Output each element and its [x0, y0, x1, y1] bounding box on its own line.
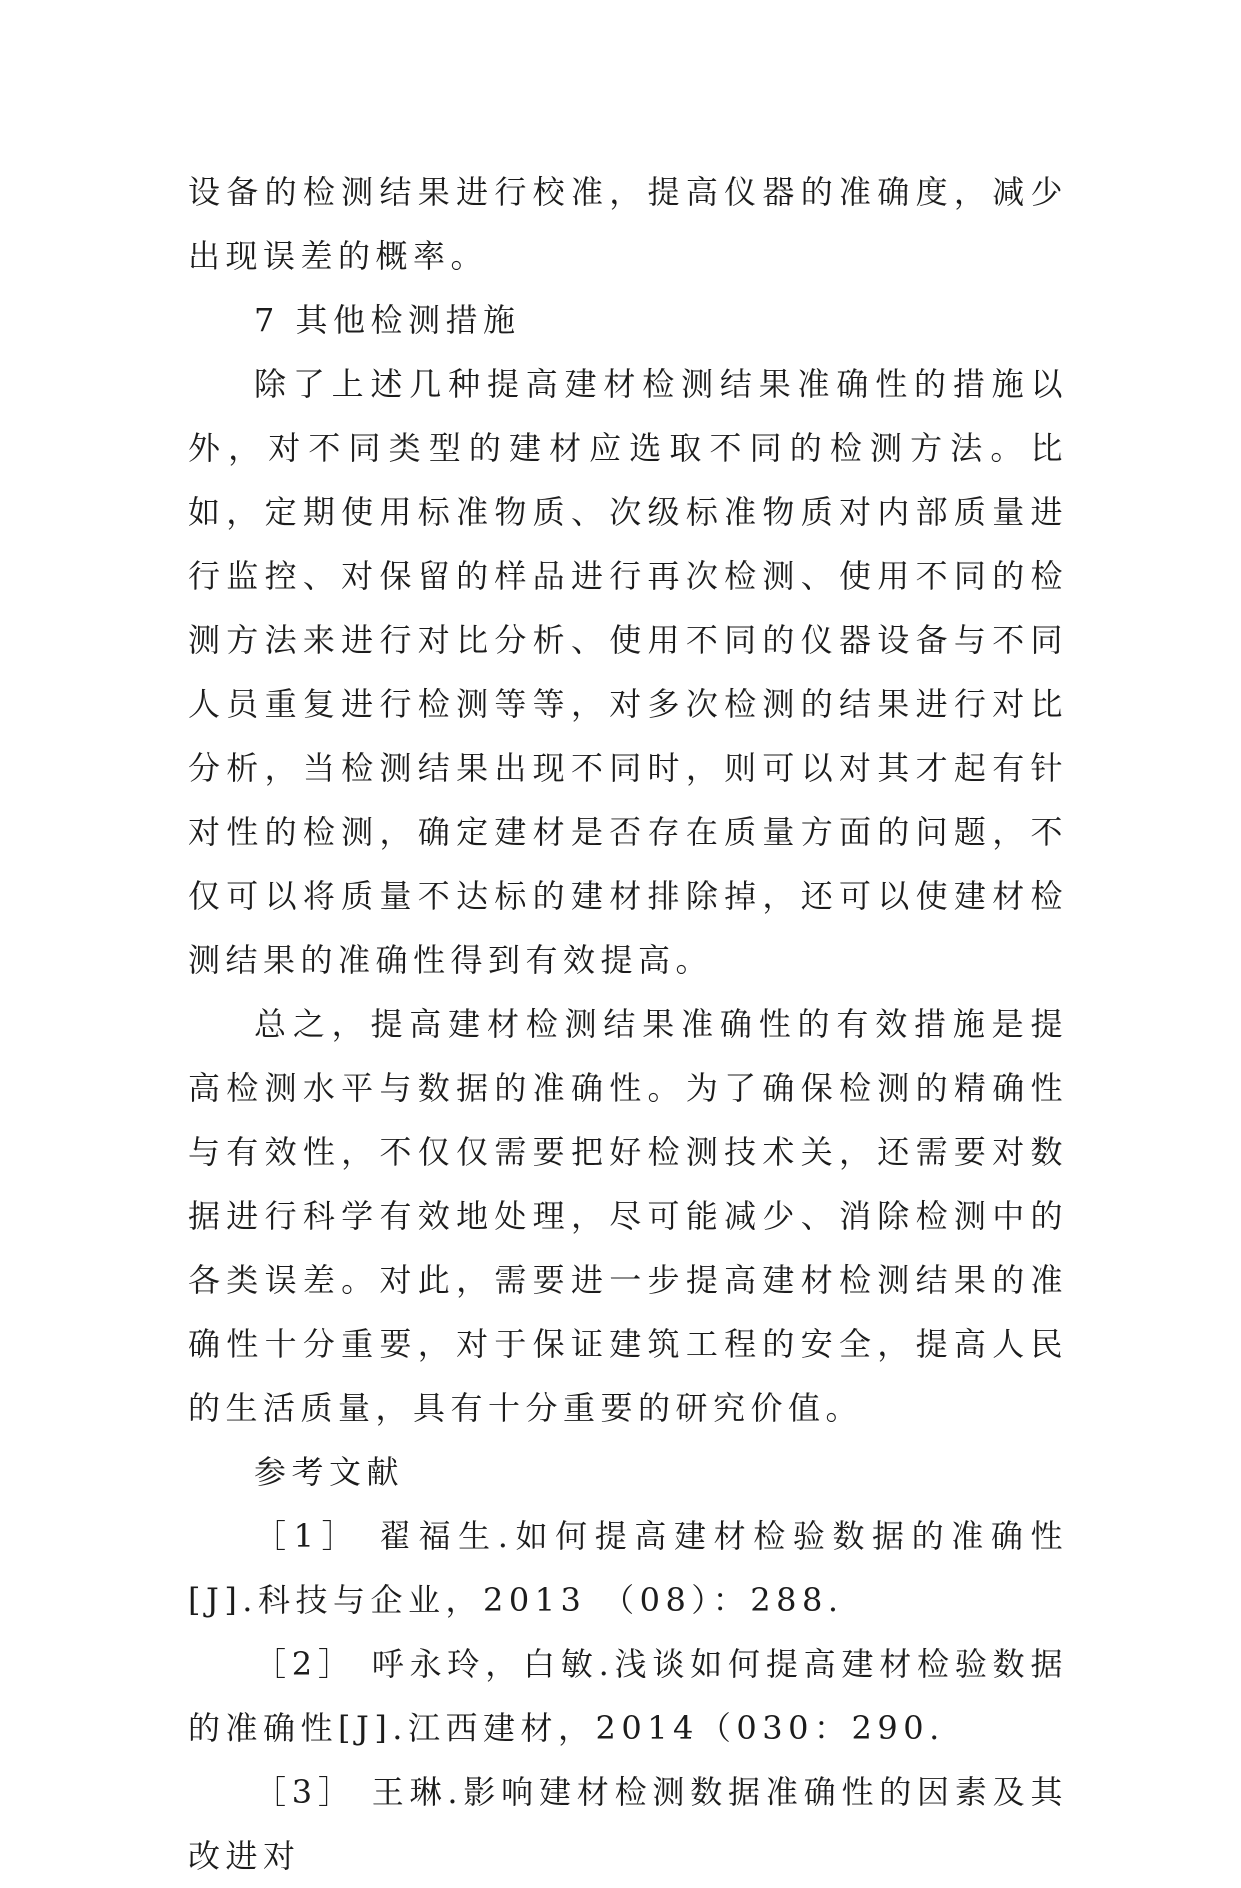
reference-list — [188, 1504, 1068, 1888]
document-body — [188, 160, 1068, 1888]
references-heading: 参考文献 — [254, 1453, 405, 1491]
reference-item: ［1］ 翟福生.如何提高建材检验数据的准确性[J].科技与企业，2013 （08）：288. — [188, 1517, 1068, 1619]
section-heading: 7 其他检测措施 — [254, 301, 521, 339]
conclusion-paragraph: 总之，提高建材检测结果准确性的有效措施是提高检测水平与数据的准确性。为了确保检测的精确性与有效性，不仅仅需要把好检测技术关，还需要对数据进行科学有效地处理，尽可能减少、消除检测中的各类误差。对此，需要进一步提高建材检测结果的准确性十分重要，对于保证建筑工程的安全，提高人民的生活质量，具有十分重要的研究价值。 — [188, 1005, 1068, 1427]
continuation-paragraph: 设备的检测结果进行校准，提高仪器的准确度，减少出现误差的概率。 — [188, 173, 1068, 275]
reference-item: ［3］ 王琳.影响建材检测数据准确性的因素及其改进对 — [188, 1773, 1068, 1875]
other-measures-paragraph: 除了上述几种提高建材检测结果准确性的措施以外，对不同类型的建材应选取不同的检测方法。比如，定期使用标准物质、次级标准物质对内部质量进行监控、对保留的样品进行再次检测、使用不同的检测方法来进行对比分析、使用不同的仪器设备与不同人员重复进行检测等等，对多次检测的结果进行对比分析，当检测结果出现不同时，则可以对其才起有针对性的检测，确定建材是否存在质量方面的问题，不仅可以将质量不达标的建材排除掉，还可以使建材检测结果的准确性得到有效提高。 — [188, 365, 1068, 979]
reference-item: ［2］ 呼永玲，白敏.浅谈如何提高建材检验数据的准确性[J].江西建材，2014（030：290. — [188, 1645, 1068, 1747]
